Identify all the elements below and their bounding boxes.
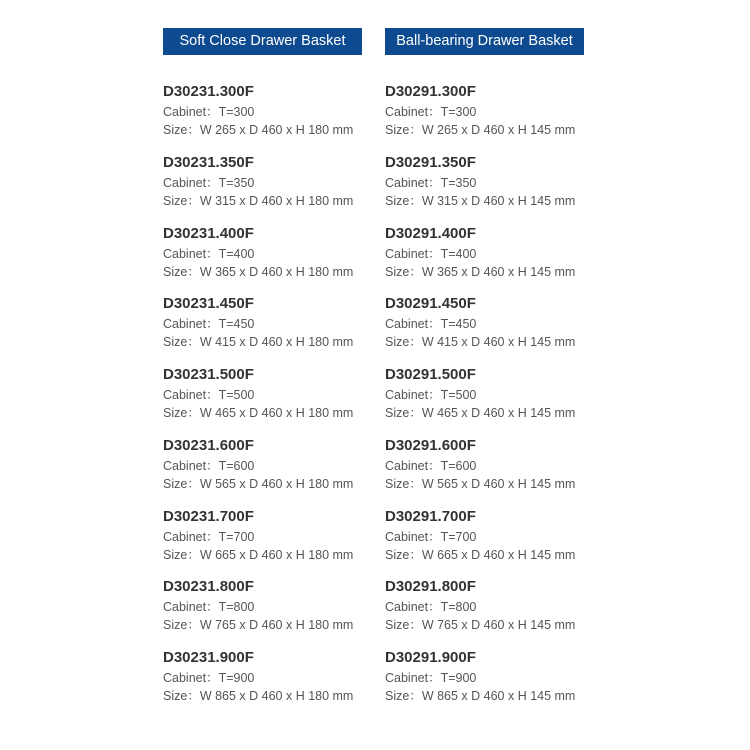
product-code: D30231.900F: [163, 649, 254, 666]
product-item: [163, 507, 363, 578]
size-spec: Size：W 465 x D 460 x H 145 mm: [385, 406, 576, 420]
cabinet-spec: Cabinet：T=900: [385, 671, 477, 685]
size-spec: Size：W 865 x D 460 x H 180 mm: [163, 689, 354, 703]
cabinet-spec: Cabinet：T=500: [163, 388, 255, 402]
product-item: [163, 577, 363, 648]
product-item: [163, 153, 363, 224]
product-item: [163, 224, 363, 295]
cabinet-spec: Cabinet：T=800: [385, 600, 477, 615]
product-code: D30231.500F: [163, 366, 254, 383]
cabinet-spec: Cabinet：T=400: [163, 246, 255, 261]
product-item: [163, 365, 363, 436]
product-code: D30291.450F: [385, 295, 476, 313]
product-code: D30291.900F: [385, 649, 476, 666]
size-spec: Size：W 415 x D 460 x H 180 mm: [163, 335, 354, 350]
product-item: [163, 82, 363, 153]
cabinet-spec: Cabinet：T=500: [385, 388, 477, 402]
product-code: D30291.400F: [385, 224, 476, 242]
product-item: [385, 507, 585, 578]
product-item: [385, 294, 585, 365]
product-code: D30291.300F: [385, 83, 476, 100]
ball-bearing-header: Ball-bearing Drawer Basket: [385, 28, 584, 55]
ball-bearing-list: [385, 82, 585, 719]
product-item: [385, 153, 585, 224]
product-code: D30231.300F: [163, 83, 254, 100]
product-code: D30231.700F: [163, 507, 254, 525]
size-spec: Size：W 665 x D 460 x H 145 mm: [385, 547, 576, 562]
product-item: [163, 436, 363, 507]
cabinet-spec: Cabinet：T=700: [163, 529, 255, 544]
size-spec: Size：W 665 x D 460 x H 180 mm: [163, 547, 354, 562]
product-code: D30291.350F: [385, 153, 476, 171]
product-item: [385, 436, 585, 507]
product-code: D30231.400F: [163, 224, 254, 242]
cabinet-spec: Cabinet：T=450: [163, 317, 255, 332]
product-item: [385, 365, 585, 436]
size-spec: Size：W 365 x D 460 x H 145 mm: [385, 264, 576, 279]
product-code: D30231.350F: [163, 153, 254, 171]
cabinet-spec: Cabinet：T=600: [163, 458, 255, 473]
size-spec: Size：W 365 x D 460 x H 180 mm: [163, 264, 354, 279]
product-item: [385, 577, 585, 648]
soft-close-header: Soft Close Drawer Basket: [163, 28, 362, 55]
size-spec: Size：W 765 x D 460 x H 180 mm: [163, 618, 354, 633]
product-item: [163, 648, 363, 719]
product-item: [385, 648, 585, 719]
cabinet-spec: Cabinet：T=350: [385, 175, 477, 190]
product-code: D30291.800F: [385, 578, 476, 596]
product-code: D30291.500F: [385, 366, 476, 383]
size-spec: Size：W 415 x D 460 x H 145 mm: [385, 335, 576, 350]
product-code: D30231.450F: [163, 295, 254, 313]
soft-close-list: [163, 82, 363, 719]
cabinet-spec: Cabinet：T=900: [163, 671, 255, 685]
cabinet-spec: Cabinet：T=700: [385, 529, 477, 544]
size-spec: Size：W 315 x D 460 x H 145 mm: [385, 193, 576, 208]
product-item: [163, 294, 363, 365]
ball-bearing-column: [385, 28, 585, 719]
cabinet-spec: Cabinet：T=300: [163, 105, 255, 119]
product-code: D30231.600F: [163, 436, 254, 454]
soft-close-column: [163, 28, 363, 719]
product-item: [385, 82, 585, 153]
cabinet-spec: Cabinet：T=450: [385, 317, 477, 332]
size-spec: Size：W 265 x D 460 x H 145 mm: [385, 123, 576, 137]
cabinet-spec: Cabinet：T=800: [163, 600, 255, 615]
size-spec: Size：W 865 x D 460 x H 145 mm: [385, 689, 576, 703]
product-code: D30231.800F: [163, 578, 254, 596]
cabinet-spec: Cabinet：T=350: [163, 175, 255, 190]
size-spec: Size：W 265 x D 460 x H 180 mm: [163, 123, 354, 137]
cabinet-spec: Cabinet：T=400: [385, 246, 477, 261]
product-code: D30291.700F: [385, 507, 476, 525]
product-code: D30291.600F: [385, 436, 476, 454]
size-spec: Size：W 565 x D 460 x H 145 mm: [385, 476, 576, 491]
cabinet-spec: Cabinet：T=600: [385, 458, 477, 473]
size-spec: Size：W 765 x D 460 x H 145 mm: [385, 618, 576, 633]
size-spec: Size：W 315 x D 460 x H 180 mm: [163, 193, 354, 208]
size-spec: Size：W 465 x D 460 x H 180 mm: [163, 406, 354, 420]
product-item: [385, 224, 585, 295]
size-spec: Size：W 565 x D 460 x H 180 mm: [163, 476, 354, 491]
cabinet-spec: Cabinet：T=300: [385, 105, 477, 119]
